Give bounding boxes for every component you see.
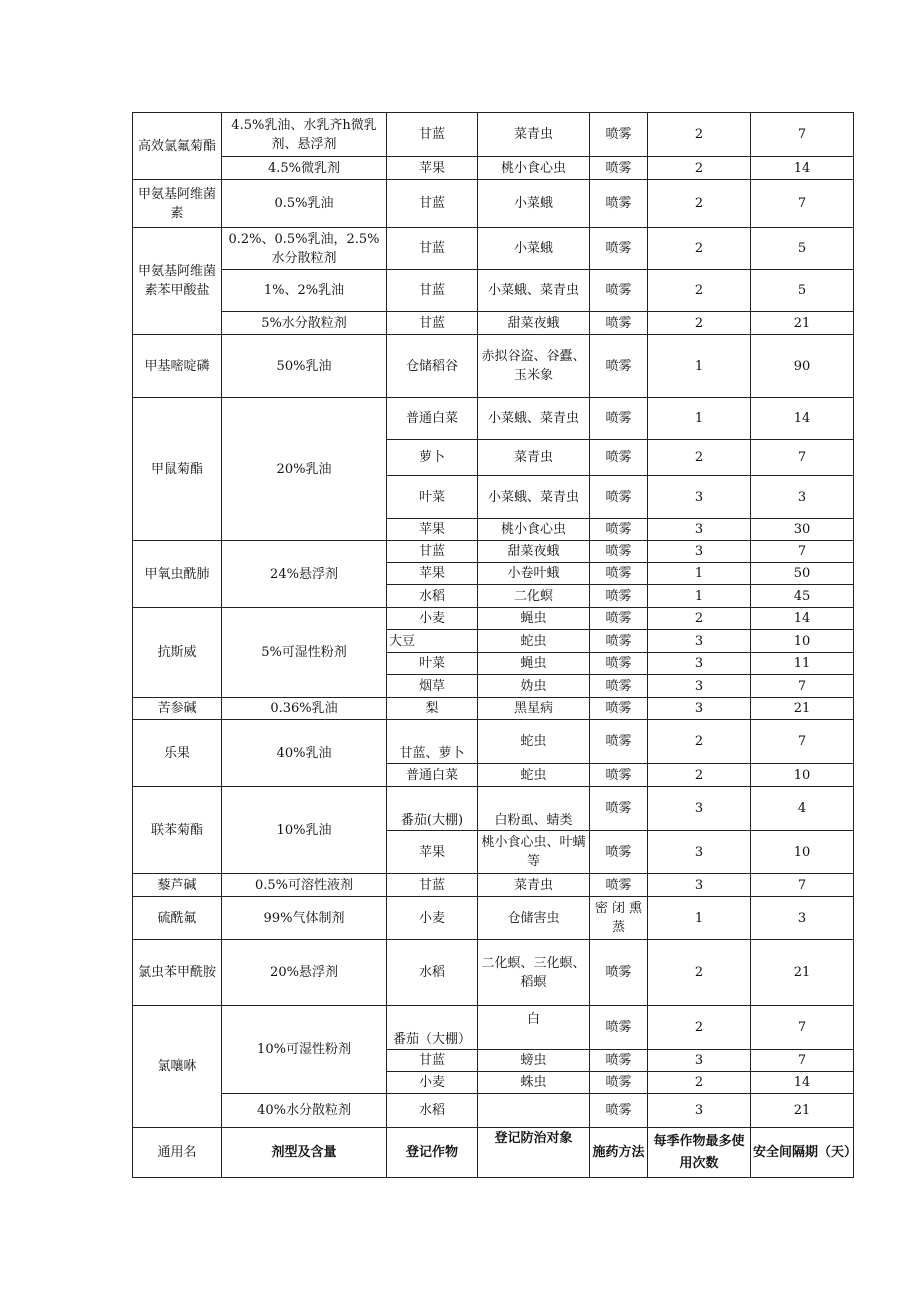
formulation-cell: 0.5%可溶性液剂 (222, 874, 387, 897)
method-cell: 喷雾 (590, 270, 648, 312)
interval-cell: 14 (751, 1072, 854, 1094)
crop-cell: 甘蓝 (387, 113, 478, 157)
crop-cell: 水稻 (387, 585, 478, 608)
interval-cell: 21 (751, 1094, 854, 1128)
max-uses-cell: 3 (648, 519, 751, 541)
target-cell: 二化螟 (478, 585, 590, 608)
target-cell: 菜青虫 (478, 440, 590, 476)
crop-cell: 苹果 (387, 157, 478, 180)
target-cell: 赤拟谷盗、谷蠹、玉米象 (478, 335, 590, 398)
crop-cell: 番茄（大棚） (387, 1006, 478, 1050)
formulation-cell: 4.5%乳油、水乳齐h微乳剂、悬浮剂 (222, 113, 387, 157)
interval-cell: 7 (751, 113, 854, 157)
max-uses-cell: 2 (648, 157, 751, 180)
method-cell: 喷雾 (590, 787, 648, 831)
common-name-cell: 甲氨基阿维菌素苯甲酸盐 (133, 228, 222, 335)
method-cell: 喷雾 (590, 476, 648, 519)
crop-cell: 苹果 (387, 831, 478, 874)
interval-cell: 7 (751, 874, 854, 897)
crop-cell: 小麦 (387, 897, 478, 940)
method-cell: 喷雾 (590, 228, 648, 270)
header-target: 登记防治对象 (478, 1128, 590, 1178)
target-cell: 螃虫 (478, 1050, 590, 1072)
common-name-cell: 甲鼠菊酯 (133, 398, 222, 541)
pesticide-table (132, 112, 858, 1178)
common-name-cell: 甲基嘧啶磷 (133, 335, 222, 398)
target-cell: 二化螟、三化螟、稻螟 (478, 940, 590, 1006)
target-cell (478, 1094, 590, 1128)
formulation-cell: 5%水分散粒剂 (222, 312, 387, 335)
max-uses-cell: 2 (648, 440, 751, 476)
max-uses-cell: 1 (648, 335, 751, 398)
formulation-cell: 24%悬浮剂 (222, 541, 387, 608)
interval-cell: 3 (751, 897, 854, 940)
table-row (133, 228, 854, 270)
crop-cell: 小麦 (387, 1072, 478, 1094)
target-cell: 妫虫 (478, 675, 590, 698)
method-cell: 喷雾 (590, 764, 648, 787)
table-row (133, 787, 854, 831)
max-uses-cell: 3 (648, 874, 751, 897)
interval-cell: 50 (751, 563, 854, 585)
common-name-cell: 联苯菊酯 (133, 787, 222, 874)
formulation-cell: 10%可湿性粉剂 (222, 1006, 387, 1094)
max-uses-cell: 1 (648, 563, 751, 585)
common-name-cell: 硫酰氟 (133, 897, 222, 940)
max-uses-cell: 3 (648, 541, 751, 563)
formulation-cell: 0.36%乳油 (222, 698, 387, 720)
formulation-cell: 0.2%、0.5%乳油，2.5%水分散粒剂 (222, 228, 387, 270)
common-name-cell: 藜芦碱 (133, 874, 222, 897)
method-cell: 喷雾 (590, 519, 648, 541)
interval-cell: 21 (751, 312, 854, 335)
table-row (133, 720, 854, 764)
formulation-cell: 0.5%乳油 (222, 180, 387, 228)
formulation-cell: 1%、2%乳油 (222, 270, 387, 312)
target-cell: 甜菜夜蛾 (478, 541, 590, 563)
interval-cell: 5 (751, 228, 854, 270)
interval-cell: 7 (751, 720, 854, 764)
max-uses-cell: 2 (648, 764, 751, 787)
header-method: 施药方法 (590, 1128, 648, 1178)
method-cell: 喷雾 (590, 653, 648, 675)
crop-cell: 梨 (387, 698, 478, 720)
formulation-cell: 4.5%微乳剂 (222, 157, 387, 180)
interval-cell: 7 (751, 675, 854, 698)
max-uses-cell: 2 (648, 1072, 751, 1094)
common-name-cell: 乐果 (133, 720, 222, 787)
formulation-cell: 20%乳油 (222, 398, 387, 541)
table-row (133, 180, 854, 228)
max-uses-cell: 3 (648, 630, 751, 653)
max-uses-cell: 1 (648, 585, 751, 608)
max-uses-cell: 2 (648, 228, 751, 270)
interval-cell: 14 (751, 398, 854, 440)
interval-cell: 21 (751, 940, 854, 1006)
table-row (133, 398, 854, 440)
interval-cell: 10 (751, 764, 854, 787)
crop-cell: 叶菜 (387, 653, 478, 675)
target-cell: 桃小食心虫 (478, 519, 590, 541)
method-cell: 喷雾 (590, 1072, 648, 1094)
formulation-cell: 40%水分散粒剂 (222, 1094, 387, 1128)
header-formulation: 剂型及含量 (222, 1128, 387, 1178)
interval-cell: 10 (751, 831, 854, 874)
method-cell: 喷雾 (590, 1050, 648, 1072)
interval-cell: 30 (751, 519, 854, 541)
method-cell: 喷雾 (590, 675, 648, 698)
common-name-cell: 氯嚷咻 (133, 1006, 222, 1128)
interval-cell: 10 (751, 630, 854, 653)
method-cell: 喷雾 (590, 608, 648, 630)
table-row (133, 940, 854, 1006)
target-cell: 小菜蛾 (478, 228, 590, 270)
crop-cell: 甘蓝 (387, 228, 478, 270)
crop-cell: 普通白菜 (387, 398, 478, 440)
crop-cell: 甘蓝 (387, 312, 478, 335)
target-cell: 蛇虫 (478, 720, 590, 764)
table-row (133, 1006, 854, 1050)
max-uses-cell: 3 (648, 476, 751, 519)
target-cell: 蝇虫 (478, 608, 590, 630)
common-name-cell: 抗斯威 (133, 608, 222, 698)
max-uses-cell: 2 (648, 720, 751, 764)
crop-cell: 叶菜 (387, 476, 478, 519)
target-cell: 白 (478, 1006, 590, 1050)
header-interval: 安全间隔期（天） (751, 1128, 854, 1178)
method-cell: 喷雾 (590, 1094, 648, 1128)
table-row (133, 698, 854, 720)
max-uses-cell: 2 (648, 1006, 751, 1050)
max-uses-cell: 3 (648, 1094, 751, 1128)
common-name-cell: 苦参碱 (133, 698, 222, 720)
max-uses-cell: 3 (648, 653, 751, 675)
target-cell: 小菜蛾 (478, 180, 590, 228)
common-name-cell: 甲氨基阿维菌素 (133, 180, 222, 228)
header-crop: 登记作物 (387, 1128, 478, 1178)
max-uses-cell: 1 (648, 398, 751, 440)
table-row (133, 312, 854, 335)
crop-cell: 小麦 (387, 608, 478, 630)
target-cell: 白粉虱、蜻类 (478, 787, 590, 831)
method-cell: 密 闭 熏蒸 (590, 897, 648, 940)
crop-cell: 萝卜 (387, 440, 478, 476)
formulation-cell: 10%乳油 (222, 787, 387, 874)
crop-cell: 烟草 (387, 675, 478, 698)
interval-cell: 7 (751, 1050, 854, 1072)
crop-cell: 水稻 (387, 940, 478, 1006)
max-uses-cell: 2 (648, 180, 751, 228)
crop-cell: 甘蓝 (387, 874, 478, 897)
interval-cell: 5 (751, 270, 854, 312)
method-cell: 喷雾 (590, 335, 648, 398)
table-row (133, 335, 854, 398)
table-row (133, 897, 854, 940)
table-row (133, 157, 854, 180)
max-uses-cell: 3 (648, 831, 751, 874)
method-cell: 喷雾 (590, 440, 648, 476)
target-cell: 蛇虫 (478, 630, 590, 653)
interval-cell: 3 (751, 476, 854, 519)
method-cell: 喷雾 (590, 940, 648, 1006)
method-cell: 喷雾 (590, 312, 648, 335)
max-uses-cell: 2 (648, 312, 751, 335)
method-cell: 喷雾 (590, 1006, 648, 1050)
method-cell: 喷雾 (590, 630, 648, 653)
crop-cell: 大豆 (387, 630, 478, 653)
max-uses-cell: 3 (648, 1050, 751, 1072)
formulation-cell: 20%悬浮剂 (222, 940, 387, 1006)
target-cell: 蝇虫 (478, 653, 590, 675)
method-cell: 喷雾 (590, 720, 648, 764)
table-header-row (133, 1128, 854, 1178)
target-cell: 小菜蛾、菜青虫 (478, 476, 590, 519)
common-name-cell: 甲氧虫酰肺 (133, 541, 222, 608)
max-uses-cell: 1 (648, 897, 751, 940)
max-uses-cell: 2 (648, 608, 751, 630)
crop-cell: 甘蓝 (387, 1050, 478, 1072)
crop-cell: 仓储稻谷 (387, 335, 478, 398)
interval-cell: 7 (751, 440, 854, 476)
target-cell: 小菜蛾、菜青虫 (478, 270, 590, 312)
method-cell: 喷雾 (590, 398, 648, 440)
target-cell: 蛛虫 (478, 1072, 590, 1094)
method-cell: 喷雾 (590, 157, 648, 180)
method-cell: 喷雾 (590, 541, 648, 563)
crop-cell: 甘蓝 (387, 541, 478, 563)
method-cell: 喷雾 (590, 831, 648, 874)
target-cell: 小菜蛾、菜青虫 (478, 398, 590, 440)
formulation-cell: 99%气体制剂 (222, 897, 387, 940)
interval-cell: 11 (751, 653, 854, 675)
header-common-name: 通用名 (133, 1128, 222, 1178)
crop-cell: 甘蓝 (387, 270, 478, 312)
crop-cell: 普通白菜 (387, 764, 478, 787)
common-name-cell: 氯虫苯甲酰胺 (133, 940, 222, 1006)
table-row (133, 608, 854, 630)
table-row (133, 270, 854, 312)
target-cell: 桃小食心虫、叶螨等 (478, 831, 590, 874)
header-max-uses: 每季作物最多使用次数 (648, 1128, 751, 1178)
interval-cell: 7 (751, 1006, 854, 1050)
method-cell: 喷雾 (590, 698, 648, 720)
target-cell: 甜菜夜蛾 (478, 312, 590, 335)
target-cell: 菜青虫 (478, 113, 590, 157)
crop-cell: 甘蓝、萝卜 (387, 720, 478, 764)
interval-cell: 7 (751, 541, 854, 563)
interval-cell: 45 (751, 585, 854, 608)
target-cell: 蛇虫 (478, 764, 590, 787)
max-uses-cell: 3 (648, 675, 751, 698)
target-cell: 黑星病 (478, 698, 590, 720)
max-uses-cell: 2 (648, 270, 751, 312)
table-row (133, 874, 854, 897)
target-cell: 桃小食心虫 (478, 157, 590, 180)
max-uses-cell: 2 (648, 113, 751, 157)
target-cell: 仓储害虫 (478, 897, 590, 940)
formulation-cell: 50%乳油 (222, 335, 387, 398)
max-uses-cell: 2 (648, 940, 751, 1006)
common-name-cell: 高效氯氟菊酯 (133, 113, 222, 180)
interval-cell: 7 (751, 180, 854, 228)
crop-cell: 甘蓝 (387, 180, 478, 228)
interval-cell: 21 (751, 698, 854, 720)
method-cell: 喷雾 (590, 874, 648, 897)
method-cell: 喷雾 (590, 585, 648, 608)
max-uses-cell: 3 (648, 787, 751, 831)
method-cell: 喷雾 (590, 180, 648, 228)
table-row (133, 541, 854, 563)
crop-cell: 水稻 (387, 1094, 478, 1128)
method-cell: 喷雾 (590, 113, 648, 157)
table-row (133, 1094, 854, 1128)
formulation-cell: 5%可湿性粉剂 (222, 608, 387, 698)
target-cell: 小卷叶蛾 (478, 563, 590, 585)
formulation-cell: 40%乳油 (222, 720, 387, 787)
crop-cell: 苹果 (387, 519, 478, 541)
crop-cell: 番茄(大棚) (387, 787, 478, 831)
interval-cell: 90 (751, 335, 854, 398)
table-row (133, 113, 854, 157)
crop-cell: 苹果 (387, 563, 478, 585)
target-cell: 菜青虫 (478, 874, 590, 897)
interval-cell: 4 (751, 787, 854, 831)
interval-cell: 14 (751, 608, 854, 630)
interval-cell: 14 (751, 157, 854, 180)
max-uses-cell: 3 (648, 698, 751, 720)
method-cell: 喷雾 (590, 563, 648, 585)
